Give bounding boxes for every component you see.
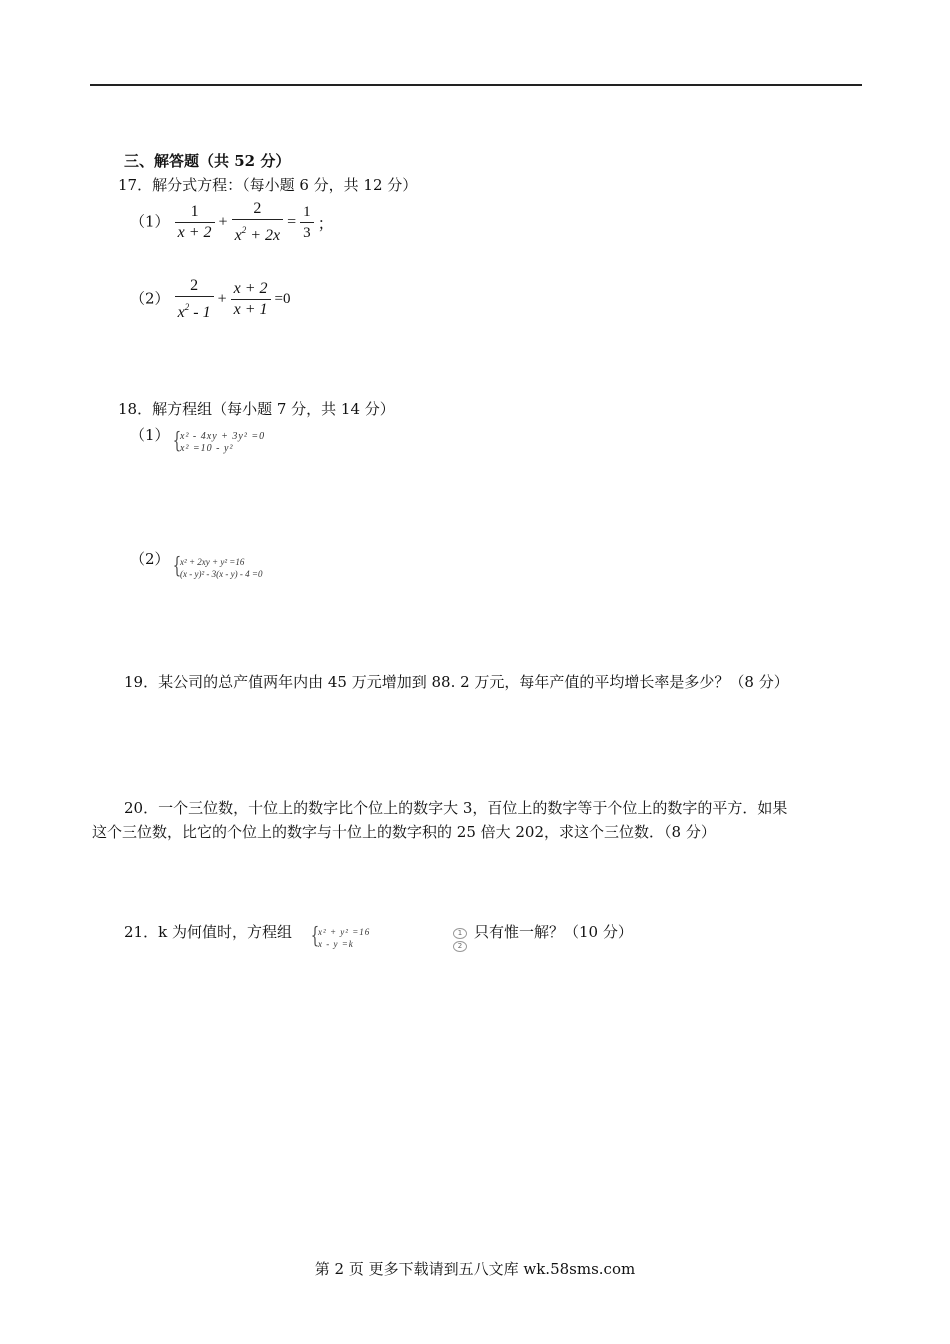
denominator bbox=[232, 219, 284, 246]
den-rest: + 2x bbox=[246, 227, 281, 244]
q18-p2-system bbox=[170, 555, 262, 580]
semicolon: ； bbox=[317, 216, 334, 233]
equals-sign: = bbox=[287, 213, 297, 231]
q21-system bbox=[308, 925, 370, 950]
section-title: 三、解答题（共 52 分） bbox=[124, 152, 291, 170]
brace-icon: { bbox=[172, 554, 182, 579]
plus-sign: + bbox=[217, 290, 227, 308]
equation-line-2: x - y =k bbox=[318, 939, 354, 949]
denominator: 3 bbox=[300, 222, 314, 243]
q17-p1-fraction-3 bbox=[300, 202, 314, 243]
den-base: x bbox=[234, 227, 242, 244]
equation-line-1: x² - 4xy + 3y² =0 bbox=[180, 431, 266, 442]
q18-p2-label: （2） bbox=[130, 550, 170, 568]
q18-stem: 18．解方程组（每小题 7 分，共 14 分） bbox=[118, 400, 395, 418]
q17-part1 bbox=[130, 199, 334, 246]
numerator: x + 2 bbox=[233, 280, 268, 297]
denominator: x + 1 bbox=[231, 299, 271, 320]
q21-equation-markers bbox=[453, 928, 467, 952]
q18-p1-label: （1） bbox=[130, 426, 170, 444]
brace-icon: { bbox=[310, 924, 320, 949]
q17-stem: 17．解分式方程：（每小题 6 分，共 12 分） bbox=[118, 176, 418, 194]
equation-line-2: x² =10 - y² bbox=[180, 443, 234, 454]
q21-post: 只有惟一解？（10 分） bbox=[474, 923, 633, 941]
q19-text: 19．某公司的总产值两年内由 45 万元增加到 88. 2 万元，每年产值的平均增长率是多少？（8 分） bbox=[124, 673, 789, 691]
q17-p1-label: （1） bbox=[130, 212, 170, 231]
den-rest: - 1 bbox=[189, 304, 211, 321]
den-exponent: 2 bbox=[184, 302, 190, 312]
q17-p2-label: （2） bbox=[130, 289, 170, 308]
circled-1-icon: 1 bbox=[453, 928, 467, 939]
equation-line-2: (x - y)² - 3(x - y) - 4 =0 bbox=[180, 569, 263, 579]
header-rule bbox=[90, 84, 862, 86]
q20-line1: 20．一个三位数，十位上的数字比个位上的数字大 3，百位上的数字等于个位上的数字的平方．如果 bbox=[124, 799, 788, 817]
denominator bbox=[175, 296, 214, 323]
q20-line2: 这个三位数，比它的个位上的数字与十位上的数字积的 25 倍大 202，求这个三位数．（8 分） bbox=[92, 823, 716, 841]
den-exponent: 2 bbox=[241, 225, 247, 235]
equation-line-1: x² + y² =16 bbox=[318, 927, 371, 937]
q18-p1-system bbox=[170, 430, 265, 455]
numerator: 1 bbox=[303, 204, 311, 220]
denominator: x + 2 bbox=[175, 222, 215, 243]
numerator: 1 bbox=[190, 203, 199, 220]
numerator: 2 bbox=[253, 200, 262, 217]
plus-sign: + bbox=[218, 213, 228, 231]
q17-p2-fraction-1 bbox=[175, 276, 214, 323]
equation-line-1: x² + 2xy + y² =16 bbox=[180, 557, 245, 567]
brace-icon: { bbox=[172, 429, 182, 454]
q21-pre: 21．k 为何值时，方程组 bbox=[124, 923, 292, 941]
q17-p1-fraction-2 bbox=[232, 199, 284, 246]
q17-p2-fraction-2 bbox=[231, 279, 271, 320]
circled-2-icon: 2 bbox=[453, 941, 467, 952]
den-base: x bbox=[177, 304, 185, 321]
q17-p1-fraction-1 bbox=[175, 202, 215, 243]
equals-zero: =0 bbox=[274, 291, 291, 307]
q17-part2 bbox=[130, 276, 290, 323]
page-footer: 第 2 页 更多下载请到五八文库 wk.58sms.com bbox=[314, 1260, 636, 1278]
numerator: 2 bbox=[190, 277, 199, 294]
